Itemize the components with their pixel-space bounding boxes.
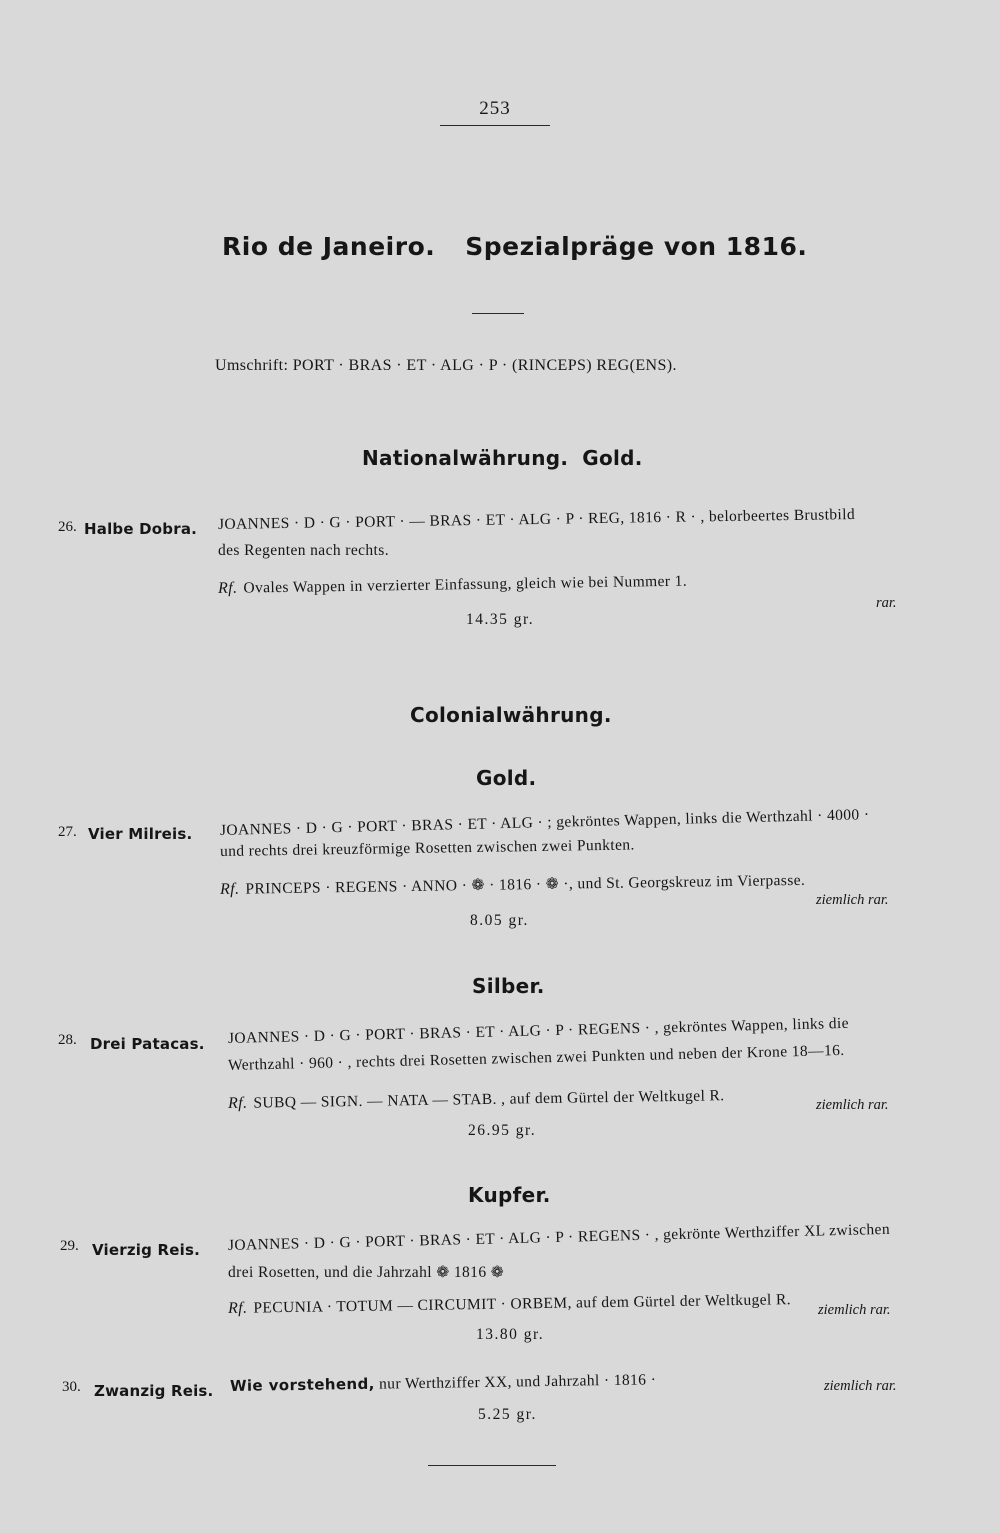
page-number-rule xyxy=(440,125,550,126)
entry-name: Drei Patacas. xyxy=(90,1035,205,1053)
title-city: Rio de Janeiro. xyxy=(222,232,436,261)
heading-national-part2: Gold. xyxy=(582,446,643,470)
entry-name: Vierzig Reis. xyxy=(92,1241,200,1259)
entry-name: Zwanzig Reis. xyxy=(94,1382,214,1400)
title-subtitle: Spezialpräge von 1816. xyxy=(465,232,808,261)
entry-weight: 13.80 gr. xyxy=(476,1326,545,1343)
section-heading-kupfer: Kupfer. xyxy=(468,1183,551,1207)
entry-rarity: ziemlich rar. xyxy=(818,1302,891,1318)
entry-description-prefix: Wie vorstehend, xyxy=(229,1374,375,1395)
bottom-rule xyxy=(428,1465,556,1466)
reverse-label: Rf. xyxy=(227,1299,248,1317)
section-heading-colonial: Colonialwährung. xyxy=(410,703,612,727)
entry-rarity: ziemlich rar. xyxy=(816,1097,889,1113)
entry-rarity: rar. xyxy=(876,595,897,611)
section-heading-gold: Gold. xyxy=(476,766,537,790)
entry-reverse xyxy=(228,1291,791,1318)
entry-number: 26. xyxy=(58,519,77,535)
entry-weight: 14.35 gr. xyxy=(466,611,535,628)
reverse-text: PRINCEPS · REGENS · ANNO · ❁ · 1816 · ❁ ·, und St. Georgskreuz im Vierpasse. xyxy=(245,871,806,898)
page-number: 253 xyxy=(479,98,511,119)
entry-reverse xyxy=(228,1087,725,1113)
reverse-label: Rf. xyxy=(217,579,238,597)
entry-description-line: JOANNES · D · G · PORT · BRAS · ET · ALG · ; gekröntes Wappen, links die Werthzahl · 4000 · xyxy=(219,806,870,839)
entry-reverse xyxy=(218,573,687,598)
entry-description-line xyxy=(230,1370,656,1396)
title-divider xyxy=(472,313,524,314)
entry-number: 27. xyxy=(58,824,77,840)
legend-text: Umschrift: PORT · BRAS · ET · ALG · P · (RINCEPS) REG(ENS). xyxy=(215,357,677,374)
reverse-text: SUBQ — SIGN. — NATA — STAB. , auf dem Gürtel der Weltkugel R. xyxy=(253,1087,725,1112)
entry-description-line: JOANNES · D · G · PORT · BRAS · ET · ALG · P · REGENS · , gekrönte Werthziffer XL zwischen xyxy=(227,1220,891,1254)
entry-name: Vier Milreis. xyxy=(88,825,193,843)
reverse-text: PECUNIA · TOTUM — CIRCUMIT · ORBEM, auf dem Gürtel der Weltkugel R. xyxy=(253,1291,792,1317)
entry-rarity: ziemlich rar. xyxy=(816,892,889,908)
entry-weight: 8.05 gr. xyxy=(470,912,529,929)
entry-description-line: Werthzahl · 960 · , rechts drei Rosetten zwischen zwei Punkten und neben der Krone 18—16. xyxy=(227,1041,845,1074)
entry-weight: 26.95 gr. xyxy=(468,1122,537,1139)
heading-national-part1: Nationalwährung. xyxy=(362,446,569,470)
entry-description-line: JOANNES · D · G · PORT · — BRAS · ET · ALG · P · REG, 1816 · R · , belorbeertes Brustbild xyxy=(217,505,856,533)
entry-number: 29. xyxy=(60,1238,79,1254)
entry-name: Halbe Dobra. xyxy=(84,520,198,538)
entry-number: 30. xyxy=(62,1379,81,1395)
entry-rarity: ziemlich rar. xyxy=(824,1378,897,1394)
page-title xyxy=(222,232,807,261)
section-heading-national xyxy=(362,446,643,470)
section-heading-silber: Silber. xyxy=(472,974,545,998)
entry-description-rest: nur Werthziffer XX, und Jahrzahl · 1816 · xyxy=(378,1371,657,1393)
reverse-text: Ovales Wappen in verzierter Einfassung, gleich wie bei Nummer 1. xyxy=(243,572,688,597)
reverse-label: Rf. xyxy=(227,1094,248,1112)
entry-number: 28. xyxy=(58,1032,77,1048)
entry-description-line: und rechts drei kreuzförmige Rosetten zwischen zwei Punkten. xyxy=(219,836,635,860)
entry-description-line: JOANNES · D · G · PORT · BRAS · ET · ALG · P · REGENS · , gekröntes Wappen, links die xyxy=(227,1014,850,1047)
entry-reverse xyxy=(220,871,806,899)
entry-weight: 5.25 gr. xyxy=(478,1406,537,1423)
entry-description-line: des Regenten nach rechts. xyxy=(218,542,389,559)
entry-description-line: drei Rosetten, und die Jahrzahl ❁ 1816 ❁ xyxy=(228,1264,505,1281)
reverse-label: Rf. xyxy=(219,880,240,898)
